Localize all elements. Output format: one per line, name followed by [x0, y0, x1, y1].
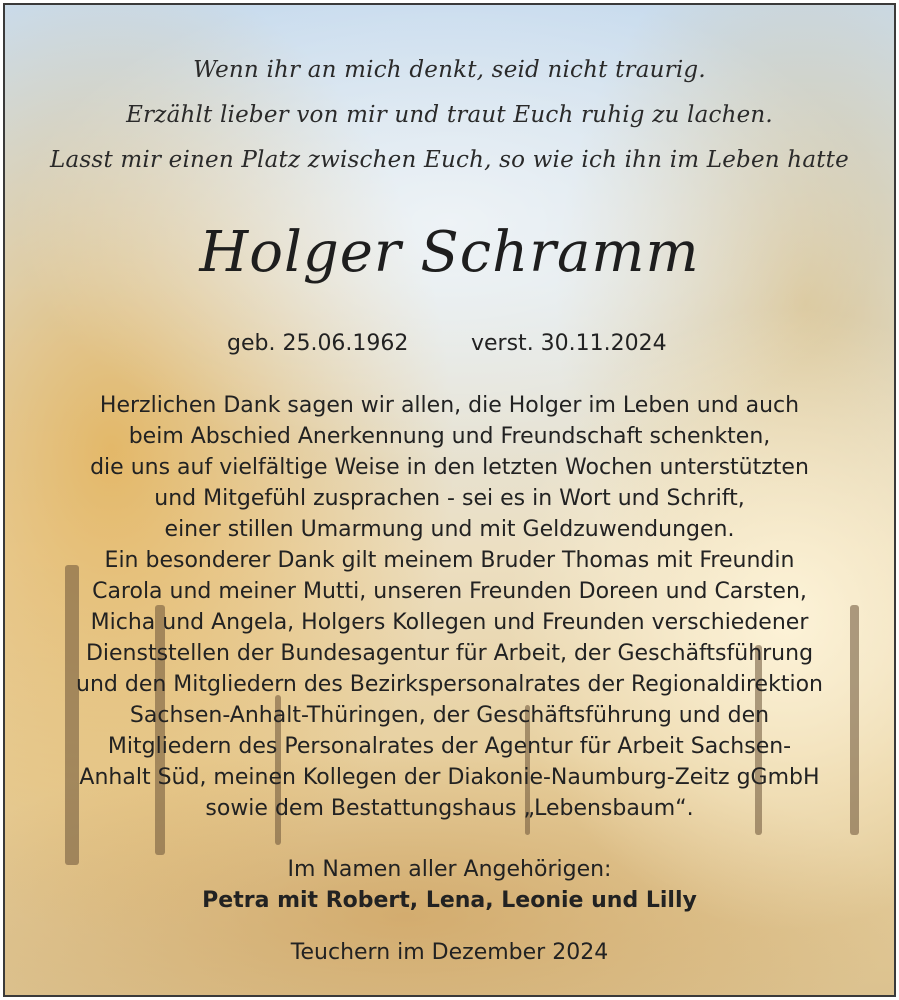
message-line: die uns auf vielfältige Weise in den letzten Wochen unterstützten [90, 455, 809, 480]
place-date: Teuchern im Dezember 2024 [290, 940, 609, 965]
birth-date: geb. 25.06.1962 [227, 331, 409, 356]
message-line: und den Mitgliedern des Bezirkspersonalrates der Regionaldirektion [76, 672, 823, 697]
signature-intro: Im Namen aller Angehörigen: [287, 857, 612, 882]
message-line: und Mitgefühl zusprachen - sei es in Wort und Schrift, [154, 486, 745, 511]
message-line: sowie dem Bestattungshaus „Lebensbaum“. [205, 796, 694, 821]
deceased-name: Holger Schramm [199, 220, 700, 285]
poem-line: Wenn ihr an mich denkt, seid nicht traurig. [193, 57, 706, 83]
death-date: verst. 30.11.2024 [471, 331, 667, 356]
message-line: Anhalt Süd, meinen Kollegen der Diakonie-Naumburg-Zeitz gGmbH [79, 765, 820, 790]
message-line: Herzlichen Dank sagen wir allen, die Holger im Leben und auch [99, 393, 800, 418]
message-line: Micha und Angela, Holgers Kollegen und Freunden verschiedener [90, 610, 809, 635]
poem-line: Lasst mir einen Platz zwischen Euch, so wie ich ihn im Leben hatte [50, 147, 849, 173]
message-line: einer stillen Umarmung und mit Geldzuwendungen. [164, 517, 735, 542]
message-line: Mitgliedern des Personalrates der Agentur für Arbeit Sachsen- [107, 734, 792, 759]
signature-names: Petra mit Robert, Lena, Leonie und Lilly [202, 888, 697, 913]
message-line: Ein besonderer Dank gilt meinem Bruder Thomas mit Freundin [104, 548, 795, 573]
message-line: beim Abschied Anerkennung und Freundschaft schenkten, [128, 424, 771, 449]
poem-line: Erzählt lieber von mir und traut Euch ruhig zu lachen. [126, 102, 773, 128]
message-line: Dienststellen der Bundesagentur für Arbeit, der Geschäftsführung [85, 641, 814, 666]
message-line: Sachsen-Anhalt-Thüringen, der Geschäftsführung und den [129, 703, 770, 728]
obituary-card [3, 3, 896, 997]
message-line: Carola und meiner Mutti, unseren Freunden Doreen und Carsten, [92, 579, 807, 604]
